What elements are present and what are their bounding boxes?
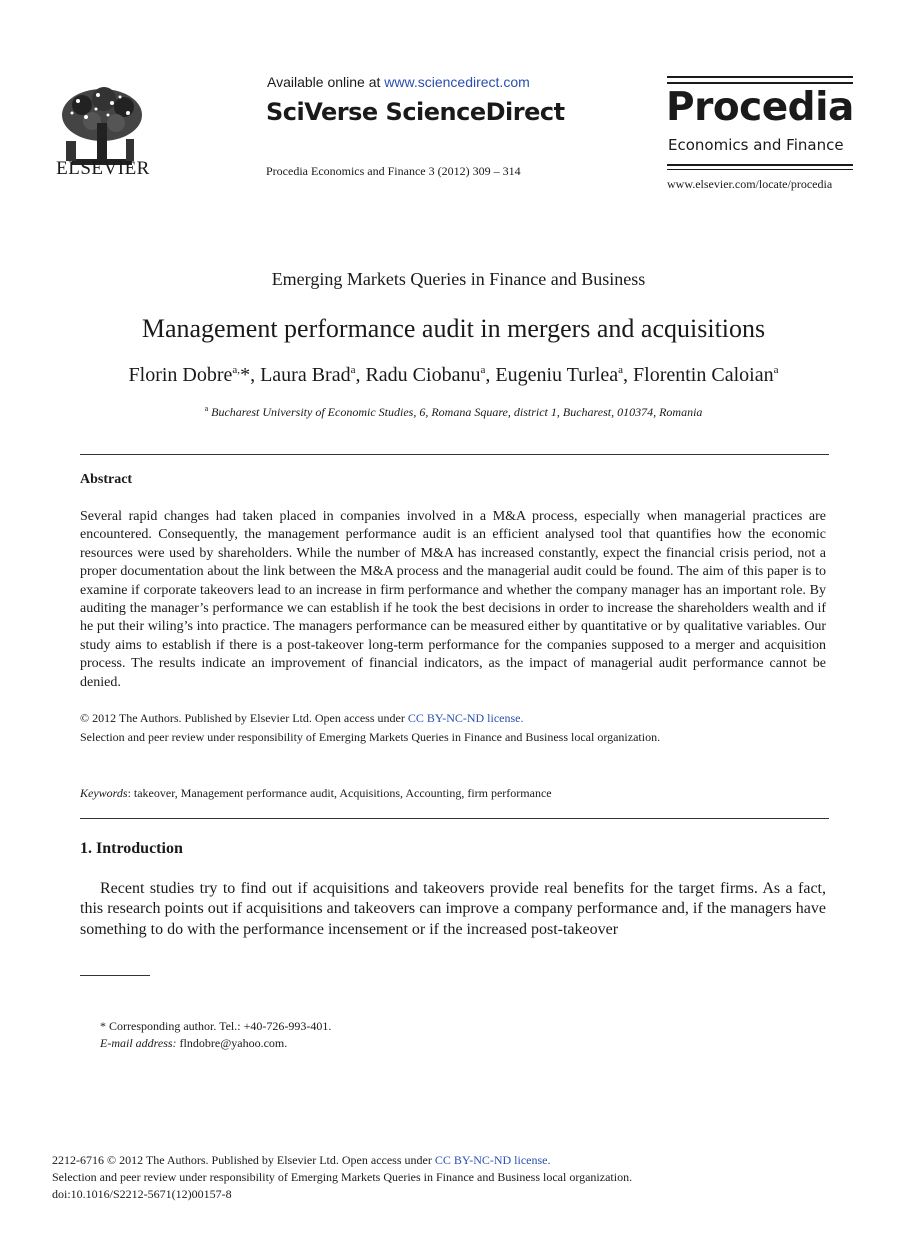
email-label: E-mail address: bbox=[100, 1036, 177, 1050]
available-online bbox=[267, 74, 530, 90]
email-note bbox=[100, 1036, 287, 1051]
platform-name: SciVerse ScienceDirect bbox=[266, 98, 565, 126]
author-affiliation-mark: a bbox=[350, 364, 356, 376]
author-name: Florin Dobre bbox=[128, 364, 233, 386]
corresponding-author-note: * Corresponding author. Tel.: +40-726-993-401. bbox=[100, 1019, 332, 1033]
affiliation-text: Bucharest University of Economic Studies, 6, Romana Square, district 1, Bucharest, 010374, Romania bbox=[208, 405, 703, 419]
introduction-body: Recent studies try to find out if acquisitions and takeovers provide real benefits for the target firms. As a fact, this research points out if acquisitions and takeovers can improve a company performance and, if the managers have something to do with the performance incensement or if the increased post-takeover bbox=[80, 880, 826, 938]
footer-copyright bbox=[52, 1153, 551, 1168]
email-address[interactable]: flndobre@yahoo.com. bbox=[176, 1036, 288, 1050]
author-affiliation-mark: a bbox=[480, 364, 486, 376]
footer-peer-review: Selection and peer review under responsibility of Emerging Markets Queries in Finance and Business local organization. bbox=[52, 1170, 633, 1184]
corresponding-mark: * bbox=[240, 364, 251, 386]
section-divider bbox=[80, 818, 829, 819]
header-rule bbox=[667, 164, 853, 166]
conference-name: Emerging Markets Queries in Finance and Business bbox=[271, 269, 646, 289]
abstract-heading: Abstract bbox=[80, 472, 133, 487]
keywords-label: Keywords bbox=[80, 786, 128, 800]
author-name: Laura Brad bbox=[260, 364, 351, 386]
affiliation bbox=[0, 404, 907, 420]
author-affiliation-mark: a bbox=[618, 364, 624, 376]
author-list: Florin Dobre$^{a,}$*, Laura Brad$^a$, Radu Ciobanu$^a$, Eugeniu Turlea$^a$, Florentin Caloian$^a$ bbox=[128, 364, 779, 386]
peer-review-note: Selection and peer review under responsibility of Emerging Markets Queries in Finance and Business local organization. bbox=[80, 730, 661, 744]
author-affiliation-mark: a bbox=[773, 364, 779, 376]
available-online-label: Available online at bbox=[267, 74, 385, 90]
author-name: Radu Ciobanu bbox=[365, 364, 481, 386]
header-rule bbox=[667, 76, 853, 78]
journal-url[interactable]: www.elsevier.com/locate/procedia bbox=[667, 177, 833, 191]
author-name: Eugeniu Turlea bbox=[495, 364, 619, 386]
copyright-text: © 2012 The Authors. Published by Elsevier Ltd. Open access under bbox=[80, 711, 408, 725]
publisher-logo-text: ELSEVIER bbox=[56, 158, 150, 179]
footer-doi[interactable]: doi:10.1016/S2212-5671(12)00157-8 bbox=[52, 1187, 232, 1201]
header-rule bbox=[667, 169, 853, 170]
keywords bbox=[80, 786, 552, 801]
header-rule bbox=[667, 82, 853, 84]
journal-subtitle: Economics and Finance bbox=[668, 136, 844, 154]
journal-reference: Procedia Economics and Finance 3 (2012) 309 – 314 bbox=[266, 164, 521, 178]
sciencedirect-link[interactable]: www.sciencedirect.com bbox=[384, 74, 530, 90]
abstract-copyright bbox=[80, 711, 524, 726]
paper-title: Management performance audit in mergers and acquisitions bbox=[141, 314, 766, 343]
footer-issn-text: 2212-6716 © 2012 The Authors. Published by Elsevier Ltd. Open access under bbox=[52, 1153, 435, 1167]
keywords-text: : takeover, Management performance audit, Acquisitions, Accounting, firm performance bbox=[127, 786, 552, 800]
footnote-rule bbox=[80, 975, 150, 976]
author-affiliation-mark: a, bbox=[232, 364, 241, 376]
footer-license-link[interactable]: CC BY-NC-ND license. bbox=[434, 1153, 551, 1167]
license-link[interactable]: CC BY-NC-ND license. bbox=[407, 711, 524, 725]
affiliation-mark: a bbox=[204, 404, 209, 413]
section-divider bbox=[80, 454, 829, 455]
journal-brand: Procedia bbox=[666, 85, 854, 130]
author-name: Florentin Caloian bbox=[633, 364, 774, 386]
introduction-heading: 1. Introduction bbox=[80, 840, 183, 857]
abstract-body: Several rapid changes had taken placed in companies involved in a M&A process, especially when managerial practices are encountered. Consequently, the management performance audit is an efficient analysed tool that quantifies how the economic resources were used by shareholders. While the number of M&A has increased constantly, expect the financial crisis period, not a proper documentation about the link between the M&A process and the managerial audit could be found. The aim of this paper is to examine if corporate takeovers lead to an increase in firm performance and whether the company manager has an important role. By auditing the manager’s performance we can establish if he took the best decisions in order to increase the shareholders wealth and if he put their wiling’s into practice. The managers performance can be measured either by quantitative or by qualitative variables. Our study aims to establish if there is a post-takeover long-term performance for the companies supposed to a merger and acquisition process. The results indicate an improvement of financial indicators, as the impact of managerial audit performance cannot be denied. bbox=[80, 509, 826, 690]
